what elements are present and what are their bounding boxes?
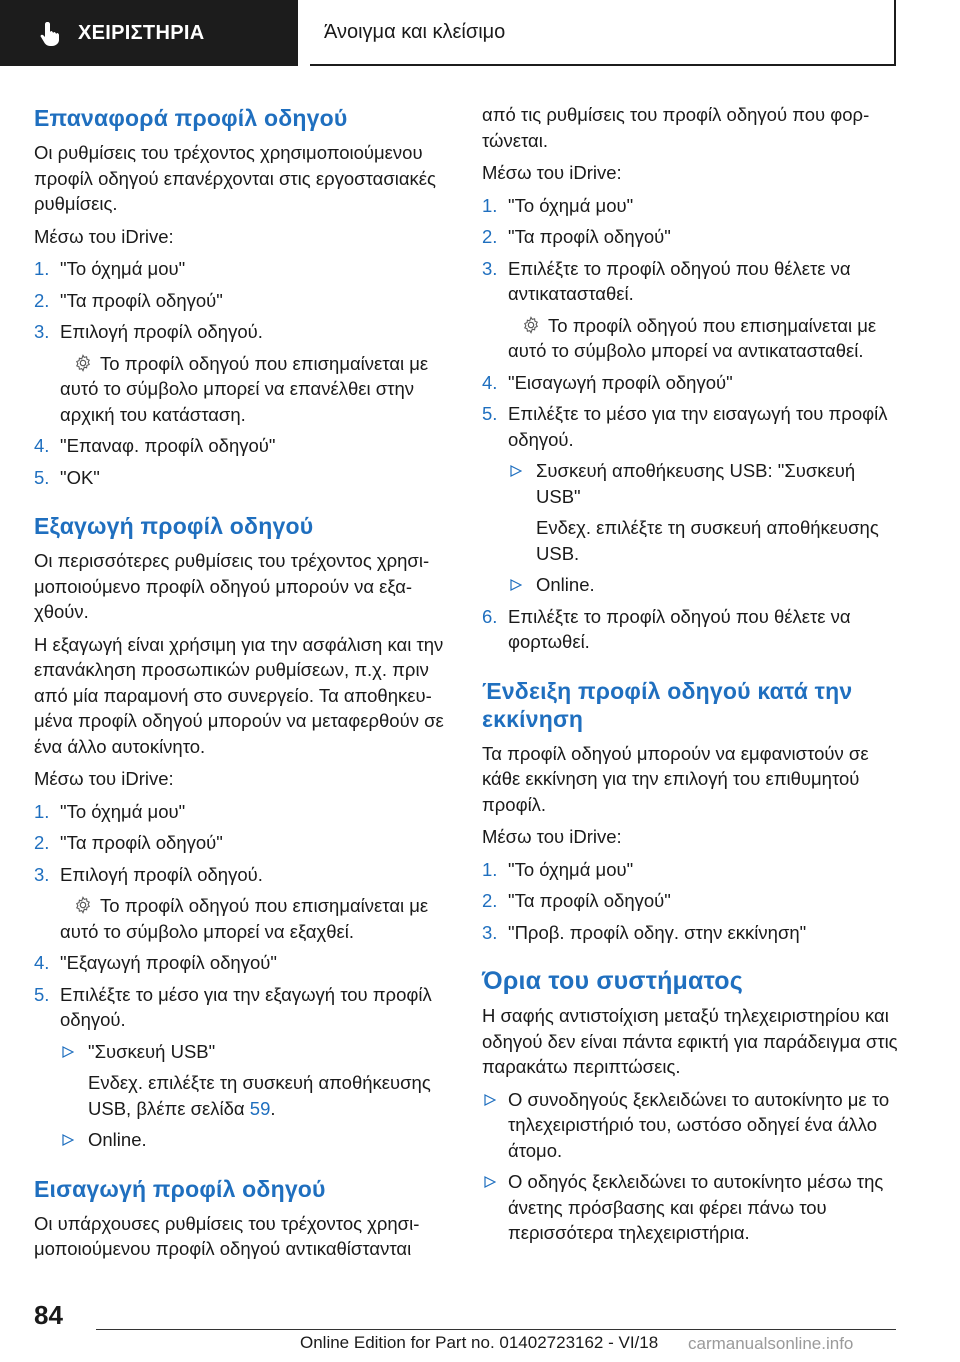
display-via-idrive: Μέσω του iDrive: <box>482 826 622 847</box>
reset-intro: Οι ρυθμίσεις του τρέχοντος χρησιμοποιούμενου προφίλ οδηγού επανέρχονται στις εργοστασιακές ρυθμίσεις. <box>34 142 436 214</box>
triangle-bullet-icon <box>510 579 522 591</box>
footer-divider <box>96 1329 896 1330</box>
import-via-idrive: Μέσω του iDrive: <box>482 162 622 183</box>
list-item: 3. Επιλογή προφίλ οδηγού. Το προφίλ οδηγού που επισημαίνεται με αυτό το σύμβολο μπορεί να εξαχθεί. <box>34 862 454 945</box>
chapter-title: ΧΕΙΡΙΣΤΗΡΙΑ <box>78 21 205 44</box>
triangle-bullet-icon <box>484 1176 496 1188</box>
list-item: 5. Επιλέξτε το μέσο για την εξαγωγή του προφίλ οδηγού. "Συσκευή USB" Ενδεχ. επιλέξτε τη συσκευή αποθήκευσης USB, βλέπε σελίδα 59. Online. <box>34 982 454 1153</box>
triangle-bullet-icon <box>62 1046 74 1058</box>
heading-import-profile: Εισαγωγή προφίλ οδηγού <box>34 1175 326 1202</box>
list-item: Συσκευή αποθήκευσης USB: "Συσκευή USB" Ενδεχ. επιλέξτε τη συσκευή αποθήκευσης USB. <box>508 458 902 566</box>
section-title: Άνοιγμα και κλείσιμο <box>324 20 506 43</box>
heading-reset-profile: Επαναφορά προφίλ οδηγού <box>34 105 348 131</box>
triangle-bullet-icon <box>62 1134 74 1146</box>
list-item: Online. <box>508 572 902 598</box>
import-media-options <box>508 458 902 598</box>
list-item: 6. Επιλέξτε το προφίλ οδηγού που θέλετε να φορτωθεί. <box>482 605 851 652</box>
list-item: Ο συνοδηγούς ξεκλειδώνει το αυτοκίνητο με το τηλεχειριστήριό του, ωστόσο οδηγεί ένα άλλο άτομο. <box>482 1087 902 1164</box>
list-item: 3. Επιλέξτε το προφίλ οδηγού που θέλετε να αντικατασταθεί. Το προφίλ οδηγού που επισημαίνεται με αυτό το σύμβολο μπορεί να αντικατασταθεί. <box>482 256 902 364</box>
profile-symbol-icon <box>74 896 92 914</box>
page-reference-link[interactable]: 59 <box>249 1097 271 1119</box>
list-item: 1. "Το όχημά μου" <box>34 800 186 822</box>
heading-system-limits: Όρια του συστήματος <box>482 967 743 995</box>
limits-p1: Η σαφής αντιστοίχιση μεταξύ τηλεχειριστηρίου και οδηγού δεν είναι πάντα εφικτή για παράδειγμα στις παρακάτω περιπτώσεις. <box>482 1005 898 1077</box>
list-item: Ο οδηγός ξεκλειδώνει το αυτοκίνητο μέσω της άνετης πρόσβασης και φέρει πάνω του περισσότερα τηλεχειριστήρια. <box>482 1169 902 1246</box>
export-via-idrive: Μέσω του iDrive: <box>34 768 174 789</box>
list-item: 2. "Τα προφίλ οδηγού" <box>34 832 223 853</box>
reset-steps <box>34 256 454 490</box>
export-media-options <box>60 1039 454 1153</box>
left-column <box>34 96 454 1269</box>
limits-bullets <box>482 1087 902 1246</box>
list-item: 4. "Εισαγωγή προφίλ οδηγού" <box>482 371 733 393</box>
heading-export-profile: Εξαγωγή προφίλ οδηγού <box>34 513 314 539</box>
triangle-bullet-icon <box>484 1094 496 1106</box>
list-item: 5. "OK" <box>34 466 100 488</box>
list-item: 2. "Τα προφίλ οδηγού" <box>34 289 223 311</box>
section-tab <box>310 0 896 66</box>
list-item: Online. <box>60 1127 454 1153</box>
export-p2: Η εξαγωγή είναι χρήσιμη για την ασφάλιση και την επανάκληση προσωπικών ρυθμίσεων, π.χ. πριν από μία παραμονή στο συνεργείο. Τα αποθηκευμένα προφίλ οδηγού μπορούν να μεταφερθούν σε ένα άλλο αυτοκίνητο. <box>34 633 444 757</box>
watermark: carmanualsonline.info <box>688 1334 854 1353</box>
list-item: 3. "Προβ. προφίλ οδηγ. στην εκκίνηση" <box>482 921 807 943</box>
page-number: 84 <box>34 1300 63 1330</box>
symbol-note: Το προφίλ οδηγού που επισημαίνεται με αυτό το σύμβολο μπορεί να αντικατασταθεί. <box>508 314 877 361</box>
triangle-bullet-icon <box>510 465 522 477</box>
list-item: "Συσκευή USB" Ενδεχ. επιλέξτε τη συσκευή αποθήκευσης USB, βλέπε σελίδα 59. <box>60 1039 454 1122</box>
list-item: 1. "Το όχημά μου" <box>34 258 186 279</box>
list-item: 1. "Το όχημά μου" <box>482 858 634 880</box>
reset-via-idrive: Μέσω του iDrive: <box>34 225 174 247</box>
profile-symbol-icon <box>74 354 92 372</box>
export-steps <box>34 799 454 1153</box>
page-header <box>0 0 960 66</box>
export-p1: Οι περισσότερες ρυθμίσεις του τρέχοντος χρησιμοποιούμενο προφίλ οδηγού μπορούν να εξαχθούν. <box>34 550 430 622</box>
list-item: 1. "Το όχημά μου" <box>482 194 634 216</box>
list-item: 2. "Τα προφίλ οδηγού" <box>482 890 671 911</box>
list-item: 2. "Τα προφίλ οδηγού" <box>482 226 671 247</box>
hand-pointer-icon <box>40 20 64 46</box>
import-p1: Οι υπάρχουσες ρυθμίσεις του τρέχοντος χρησιμοποιούμενου προφίλ οδηγού αντικαθίστανται <box>34 1212 420 1259</box>
display-p1: Τα προφίλ οδηγού μπορούν να εμφανιστούν σε κάθε εκκίνηση για την επιλογή του επιθυμητού προφίλ. <box>482 742 869 815</box>
right-column <box>482 96 902 1246</box>
list-item: 4. "Εξαγωγή προφίλ οδηγού" <box>34 952 277 973</box>
list-item: 5. Επιλέξτε το μέσο για την εισαγωγή του προφίλ οδηγού. Συσκευή αποθήκευσης USB: "Συσκευή USB" Ενδεχ. επιλέξτε τη συσκευή αποθήκευσης USB. Online. <box>482 401 902 598</box>
import-p1-continued: από τις ρυθμίσεις του προφίλ οδηγού που φορτώνεται. <box>482 104 870 151</box>
list-item: 3. Επιλογή προφίλ οδηγού. Το προφίλ οδηγού που επισημαίνεται με αυτό το σύμβολο μπορεί να επανέλθει στην αρχική του κατάσταση. <box>34 319 454 427</box>
import-steps <box>482 193 902 655</box>
edition-text: Online Edition for Part no. 01402723162 - VI/18 <box>300 1333 659 1352</box>
display-steps <box>482 857 902 946</box>
symbol-note: Το προφίλ οδηγού που επισημαίνεται με αυτό το σύμβολο μπορεί να εξαχθεί. <box>60 895 429 942</box>
profile-symbol-icon <box>522 316 540 334</box>
symbol-note: Το προφίλ οδηγού που επισημαίνεται με αυτό το σύμβολο μπορεί να επανέλθει στην αρχική του κατάσταση. <box>60 352 429 425</box>
list-item: 4. "Επαναφ. προφίλ οδηγού" <box>34 435 276 456</box>
heading-display-profile: Ένδειξη προφίλ οδηγού κατά την εκκίνηση <box>482 677 853 732</box>
chapter-tab <box>0 0 298 66</box>
